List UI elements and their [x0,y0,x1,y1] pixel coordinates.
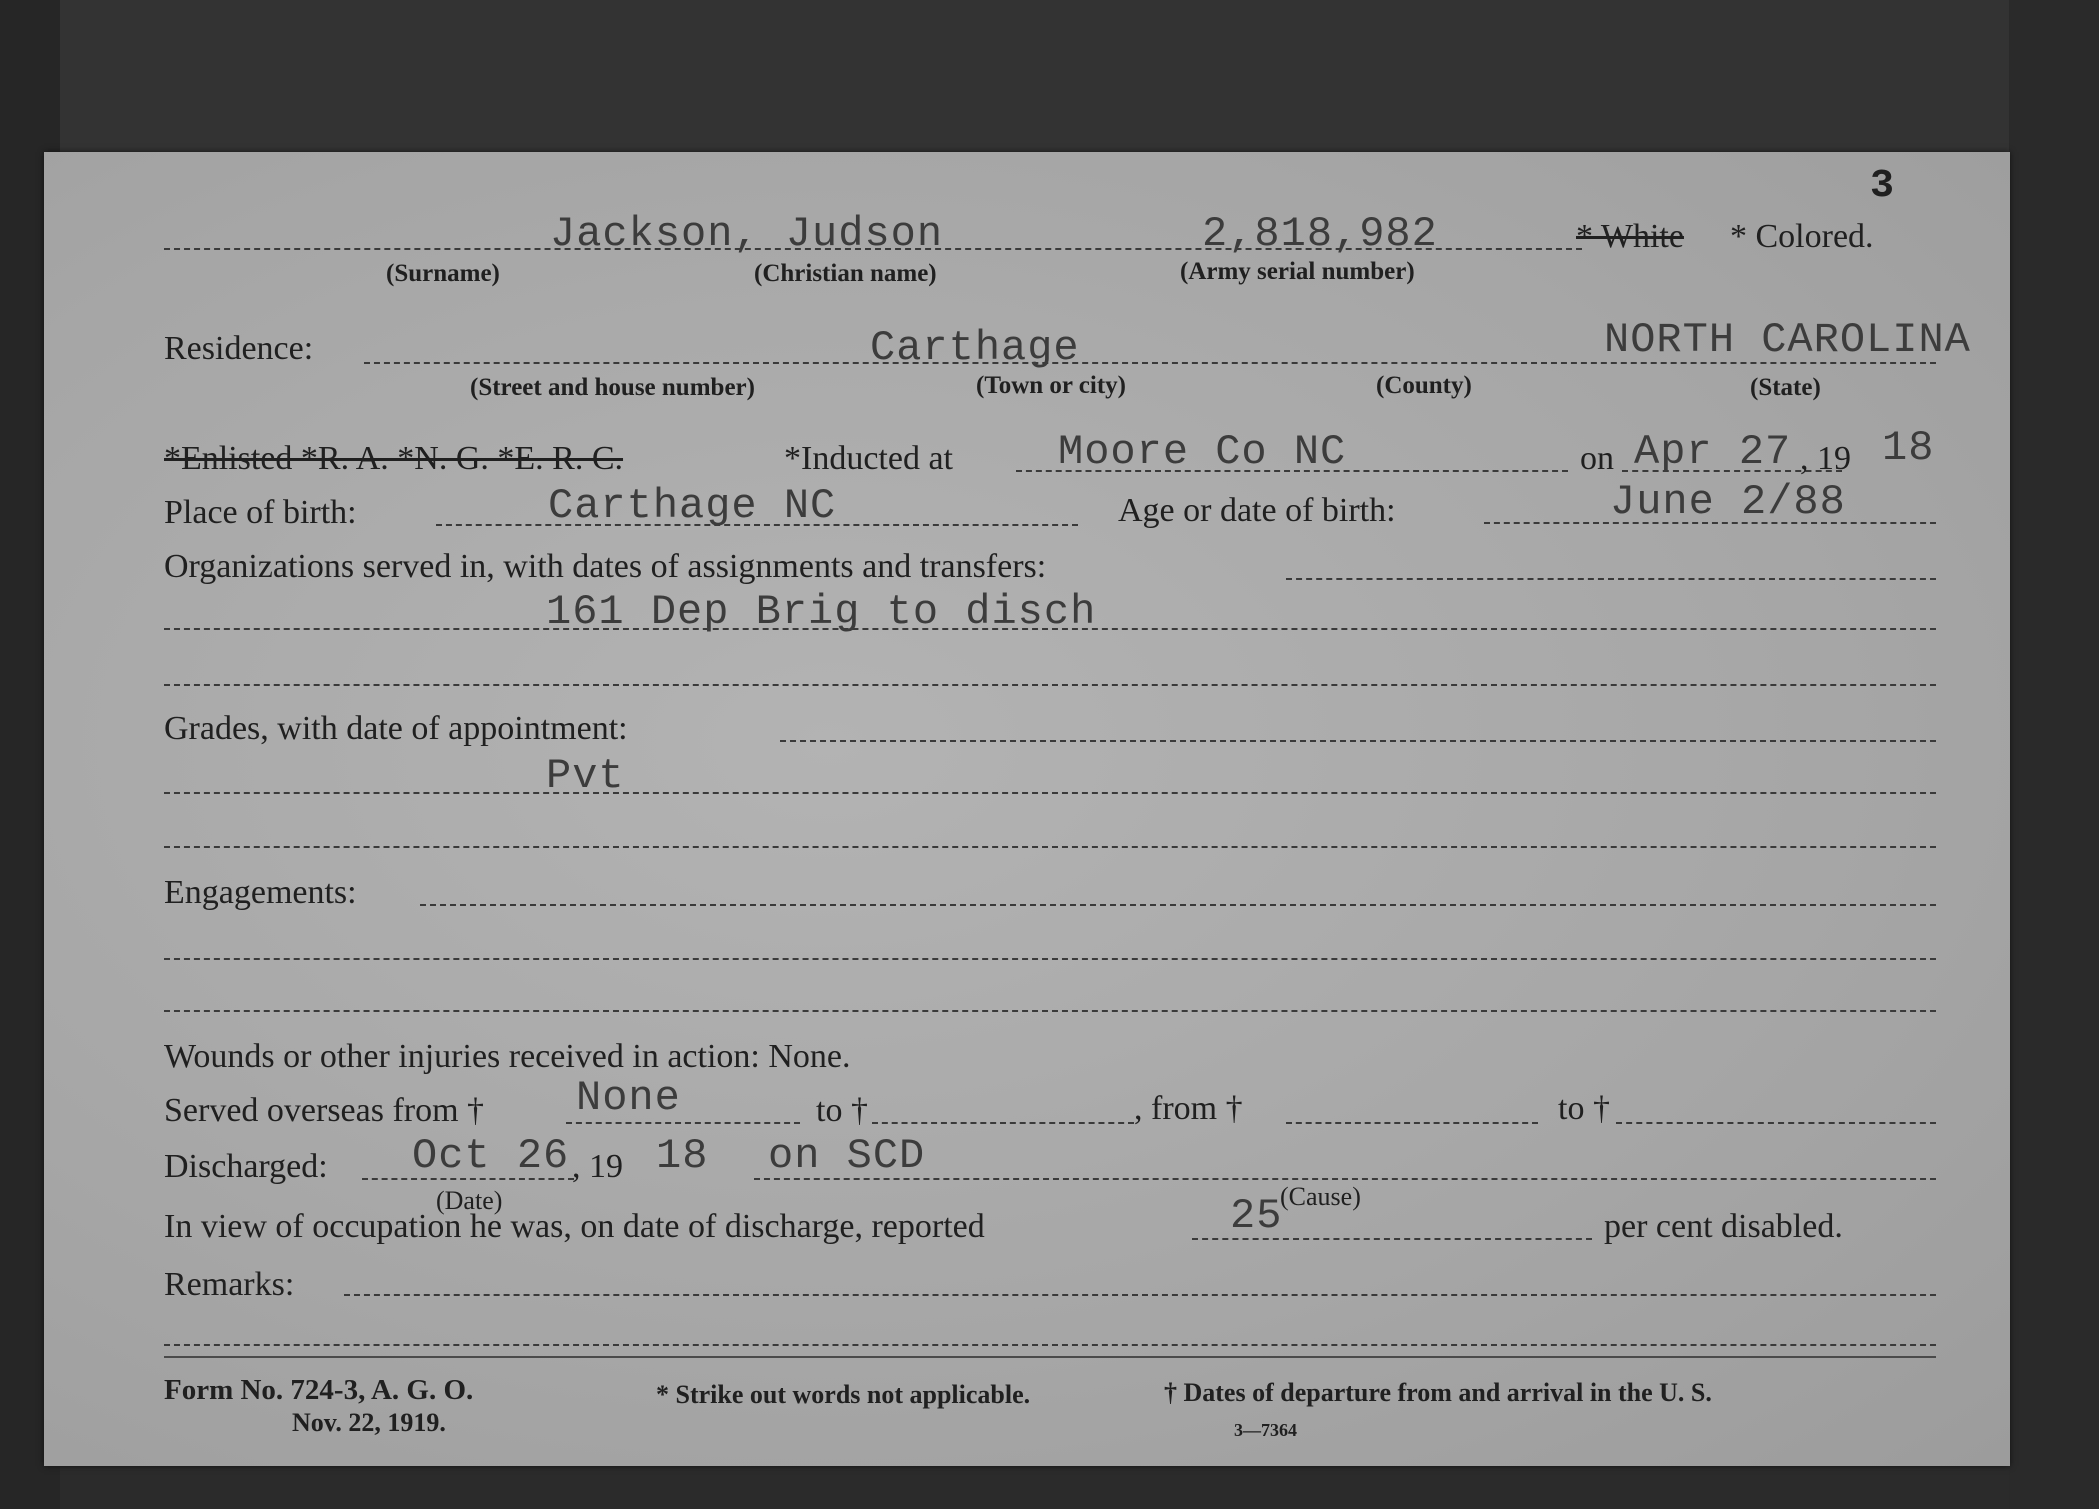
age-value: June 2/88 [1610,478,1846,526]
grades-line-2 [164,792,1936,794]
race-white-text: * White [1576,218,1684,255]
overseas-from2-label: , from † [1134,1090,1243,1127]
overseas-to-line [872,1122,1134,1124]
caption-state: (State) [1750,374,1821,401]
discharge-cause-value: on SCD [768,1132,926,1180]
disability-percent-value: 25 [1230,1192,1283,1240]
strike-note: * Strike out words not applicable. [656,1380,1031,1409]
overseas-from-value: None [576,1074,681,1122]
organizations-line-1 [1286,578,1936,580]
remarks-label: Remarks: [164,1266,295,1303]
serial-value: 2,818,982 [1202,210,1438,258]
remarks-line-1 [344,1294,1936,1296]
discharged-label: Discharged: [164,1148,328,1185]
residence-label: Residence: [164,330,314,367]
organizations-line-3 [164,684,1936,686]
service-record-card [44,152,2010,1466]
form-number: Form No. 724-3, A. G. O. [164,1374,474,1406]
form-date: Nov. 22, 1919. [292,1408,446,1437]
grades-label: Grades, with date of appointment: [164,710,628,747]
engagements-line-1 [420,904,1936,906]
engagements-line-2 [164,958,1936,960]
overseas-to2-label: to † [1558,1090,1610,1127]
discharge-cause-line [754,1178,1936,1180]
engagements-line-3 [164,1010,1936,1012]
inducted-date-value: Apr 27 [1634,428,1792,476]
name-value: Jackson, Judson [550,210,944,258]
caption-street: (Street and house number) [470,374,755,401]
discharge-date-value: Oct 26 [412,1132,570,1180]
caption-discharge-cause: (Cause) [1280,1182,1361,1211]
place-of-birth-label: Place of birth: [164,494,357,531]
inducted-place-value: Moore Co NC [1058,428,1347,476]
remarks-line-2 [164,1344,1936,1346]
disability-suffix: per cent disabled. [1604,1208,1843,1245]
grades-line-1 [780,740,1936,742]
discharge-year-value: 18 [656,1132,709,1180]
race-white-option [1576,218,1684,256]
inducted-label: *Inducted at [784,440,953,477]
dagger-note: † Dates of departure from and arrival in the U. S. [1164,1378,1712,1407]
card-number: 3 [1870,164,1895,209]
caption-christian-name: (Christian name) [754,260,937,287]
discharge-year-prefix: , 19 [572,1148,623,1185]
on-label: on [1580,440,1614,477]
overseas-from2-line [1286,1122,1538,1124]
enlistment-struck-options: *Enlisted *R. A. *N. G. *E. R. C. [164,440,624,477]
wounds-label: Wounds or other injuries received in action: None. [164,1038,851,1075]
place-of-birth-value: Carthage NC [548,482,837,530]
caption-surname: (Surname) [386,260,500,287]
disability-label: In view of occupation he was, on date of discharge, reported [164,1208,985,1245]
caption-discharge-date: (Date) [436,1186,503,1215]
race-colored-option: * Colored. [1730,218,1874,255]
residence-town-value: Carthage [870,324,1080,372]
caption-town: (Town or city) [976,372,1126,399]
organizations-label: Organizations served in, with dates of assignments and transfers: [164,548,1047,585]
caption-county: (County) [1376,372,1472,399]
background-top [0,0,2099,160]
overseas-from-label: Served overseas from † [164,1092,485,1129]
remarks-line-3 [164,1356,1936,1358]
inducted-year-value: 18 [1882,424,1935,472]
caption-serial-number: (Army serial number) [1180,258,1415,285]
organizations-value: 161 Dep Brig to disch [546,588,1097,636]
inducted-year-prefix: , 19 [1800,440,1851,477]
residence-state-value: NORTH CAROLINA [1604,316,1971,364]
background-right [2009,0,2099,1509]
print-code: 3—7364 [1234,1420,1297,1440]
grades-value: Pvt [546,752,625,800]
engagements-label: Engagements: [164,874,357,911]
overseas-to-label: to † [816,1092,868,1129]
grades-line-3 [164,846,1936,848]
overseas-from-line [566,1122,800,1124]
overseas-to2-line [1616,1122,1936,1124]
age-label: Age or date of birth: [1118,492,1396,529]
